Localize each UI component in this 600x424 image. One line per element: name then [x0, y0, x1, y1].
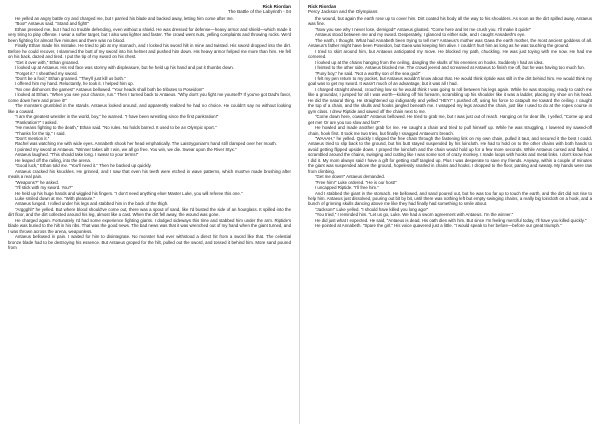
paragraph: "Get it over with," Ethan groaned.	[15, 59, 80, 65]
right-header-title: Percy Jackson and the Olympians	[308, 9, 378, 15]
paragraph: I tried to skirt around him, but Antaeus anticipated my move. He blocked my path, chuckling. He was just toying with me now. He had me cornered.	[308, 48, 592, 60]
paragraph: "Thanks for the tip," I said.	[15, 130, 66, 136]
paragraph: "Don't be a fool," Ethan groaned. "They'll just kill us both."	[15, 75, 126, 81]
paragraph: "Pankration?" I asked.	[15, 119, 58, 125]
paragraph: "I'll stick with my sword. You?"	[15, 185, 73, 191]
paragraph: He did just what I expected. He said, "Antaeus is dead. His oath dies with him. But since I'm feeling merciful today, I'll have you killed quickly."	[315, 217, 587, 223]
paragraph: Antaeus cracked his knuckles. He grinned, and I saw that even his teeth were etched in wave patterns, which must've made brushing after meals a real pain.	[8, 168, 291, 180]
paragraph: "Forget it." I sheathed my sword.	[15, 70, 78, 76]
paragraph: I uncapped Riptide. "I'll free him."	[315, 185, 379, 191]
paragraph: I offered him my hand. Reluctantly, he took it. I helped him up.	[15, 81, 134, 87]
paragraph: "Jackson!" Luke yelled. "I should have killed you long ago!"	[315, 206, 429, 212]
paragraph: I feinted to the other side. Antaeus blocked me. The crowd jeered and screamed at Antaeus to finish me off, but he was having too much fun.	[315, 65, 586, 71]
paragraph: "Weapons?" he asked.	[15, 179, 59, 185]
paragraph: I pointed my sword at Antaeus. "Winner takes all! I win, we all go free. You win, we die. Swear upon the River Styx."	[15, 146, 237, 152]
paragraph: He pointed at Annabeth. "Spare the girl." His voice quavered just a little. "I would speak to her before—before our great triumph."	[315, 223, 562, 229]
paragraph: "I am the greatest wrestler in the world, boy," he warned. "I have been wrestling since the first pankration!"	[15, 114, 219, 120]
paragraph: And I stabbed the giant in the stomach. He bellowed, and sand poured out, but he was too far up to touch the earth, and the dirt did not rise to help him. Antaeus just dissolved, pouring out bit by bit, until there was nothing left but empty swinging chains, a really big loincloth on a hook, and a bunch of grinning skulls dancing above me like they had finally had something to smile about.	[308, 190, 592, 207]
right-page-body	[308, 16, 592, 229]
paragraph: "Puny boy," he said. "Not a worthy son of the sea god!"	[315, 70, 421, 76]
paragraph: "Get me down!" Antaeus demanded.	[315, 174, 385, 180]
paragraph: Antaeus stood between me and my sword. Desperately, I glanced to either side, and I caught Annabeth's eye.	[315, 32, 526, 38]
paragraph: I charged straight ahead, crouching low so he would think I was going to roll between his legs again. While he was stooping, ready to catch me like a groundar, I jumped for all I was worth—kicking off his forearm, scrambling up his shoulder like it was a ladder, placing my shoe on his head. He did the natural thing. He straightened up indignantly and yelled "HEY!" I pushed off, using his force to catapult me toward the ceiling. I caught the top of a chain, and the skulls and hooks jangled beneath me. I wrapped my legs around the chain, just like I used to do at the ropes course in gym class. I drew Riptide and sawed off the chain next to me.	[308, 86, 592, 114]
paragraph: "WAAAH," he yelled. Quickly I slipped the free chain through the fastening link on my own chain, pulled it taut, and secured it the best I could. Antaeus tried to slip back to the ground, but his butt stayed suspended by his loincloth. He had to hold on to the other chains with both hands to avoid getting flipped upside down. I prayed the loincloth and the chain would hold up for a few more seconds. While Antaeus cursed and flailed, I scrambled around the chains, swinging and cutting like I was some sort of crazy monkey. I made loops with hooks and metal links. I don't know how I did it. My mom always said I have a gift for getting stuff tangled up. Plus I was desperate to save my friends. Anyway, within a couple of minutes the giant was suspended above the ground, hopelessly snarled in chains and hooks. I dropped to the floor, panting and sweaty. My hands were raw from climbing.	[308, 135, 592, 174]
paragraph: The monsters grumbled in the stands. Antaeus looked around, and apparently realized he had no choice. He couldn't say no without looking like a coward.	[8, 103, 291, 114]
left-page-header	[8, 4, 291, 16]
right-page-header	[308, 4, 592, 16]
paragraph: I looked up at the chains hanging from the ceiling, dangling the skulls of his enemies on hooks. Suddenly I had an idea.	[315, 59, 544, 65]
paragraph: "Don't mention it."	[15, 135, 50, 141]
paragraph: Finally Ethan made his mistake. He tried to jab at my stomach, and I locked his sword hilt in mine and twisted. His sword dropped into the dirt. Before he could recover, I slammed the butt of my sword into his helmet and pushed him down. His heavy armor helped me more than him. He fell on his back, dazed and tired. I put the tip of my sword on his chest.	[8, 43, 291, 60]
paragraph: I felt my pen return to my pocket, but Antaeus wouldn't know about that. He would think riptide was still in the dirt behind him. He would think my goal was to get my sword. It wasn't much of an advantage, but it was all I had.	[308, 75, 592, 87]
paragraph: He charged again. Fortunately I'd had some experience fighting giants. I dodged sideways this time and stabbed him under the arm. Riptide's blade was buried to the hilt in his ribs. That was the good news. The bad news was that it was wrenched out of my hand when the giant turned, and I was thrown across the arena, weaponless.	[8, 217, 291, 234]
paragraph: I looked up at Antaeus. His red face was stormy with displeasure, but he held up his hand and put it thumbs down.	[15, 65, 235, 71]
left-header-title: The Battle of the Labyrinth - 04	[227, 9, 291, 15]
paragraph: "You tried," I reminded him. "Let us go, Luke. We had a sworn agreement with Antaeus. I'm the winner."	[315, 212, 514, 218]
paragraph: He leaped off the railing, into the arena.	[15, 157, 91, 163]
paragraph: the wound, but again the earth rose up to cover him. Dirt coated his body all the way to his shoulders. As soon as the dirt spilled away, Antaeus was fine.	[308, 16, 592, 27]
paragraph: He held up his huge hands and wiggled his fingers. "I don't need anything else! Master Luke, you will referee this one."	[15, 190, 243, 196]
paragraph: "Free him!" Luke ordered. "He is our host!"	[315, 179, 397, 185]
right-header-author: Rick Riordan	[308, 4, 337, 9]
paragraph: He yelled an angry battle cry and charged me, but I parried his blade and backed away, letting him come after me.	[15, 16, 234, 21]
paragraph: Ethan pressed me, but I had no trouble defending, even without a shield. He was dressed for defense—heavy armor and shield—which made it very tiring to play offense. I wear a softer target, but I also was lighter and faster. The crowd went nuts, yelling complaints and throwing rocks. We'd been fighting for almost five minutes and there was no blood.	[8, 26, 291, 43]
paragraph: Antaeus laughed. "This should take long. I swear to your terms!"	[15, 152, 139, 158]
right-page	[300, 0, 600, 424]
paragraph: The earth, I thought. What had Annabeth been trying to tell me? Antaeus's mother was Gaea the earth mother, the most ancient goddess of all. Antaeus's father might have been Poseidon, but Gaea was keeping him alive. I couldn't hurt him as long as he was touching the ground.	[308, 37, 592, 49]
paragraph: "He means fighting to the death," Ethan said. "No rules. No holds barred. It used to be an Olympic sport."	[15, 125, 217, 131]
paragraph: "Come down here, coward!" Antaeus bellowed. He tried to grab me, but I was just out of reach. Hanging on for dear life, I yelled, "Come up and get me! Or are you too slow and fat?"	[308, 114, 592, 125]
paragraph: I looked at Ethan. "When you see your chance, run." Then I turned back to Antaeus. "Why don't you fight me yourself? If you've got Dad's favor, come down here and prove it!"	[8, 92, 291, 103]
left-header-author: Rick Riordan	[262, 4, 291, 9]
left-page-body	[8, 16, 291, 250]
paragraph: Luke smiled down at me. "With pleasure."	[15, 195, 96, 201]
paragraph: "No one dishonors the games!" Antaeus bellowed. "Your heads shall both be tributes to Poseidon!"	[15, 86, 205, 92]
paragraph: "Arggghl!" he yelled. But where blood should've come out, there was a spout of sand, like I'd busted the side of an hourglass. It spilled into the dirt floor, and the dirt collected around his leg, almost like a cast. When the dirt fell away, the wound was gone.	[8, 206, 291, 218]
paragraph: He howled and made another grab for me. He caught a chain and tried to pull himself up. While he was struggling, I lowered my sawed-off chain, hook first. It took me two tries, but finally I snagged Antaeus's breach.	[308, 125, 592, 136]
paragraph: Antaeus lunged. I rolled under his legs and stabbed him in the back of the thigh.	[15, 201, 169, 207]
paragraph: "Now you see why I never lose, demigod!" Antaeus gloated. "Come here and let me crush you. I'll make it quick!"	[315, 26, 532, 32]
paragraph: Rachel was watching me with wide eyes. Annabeth shook her head emphatically. The Laistrygonian's hand still clamped over her mouth.	[15, 141, 277, 147]
paragraph: "Boo!" Antaeus said. "Stand and fight!"	[15, 21, 90, 27]
paragraph: Antaeus bellowed in pain. I waited for him to disintegrate. No monster had ever withstood a direct hit from a sword like that. The celestial bronze blade had to be destroying his essence. But Antaeus groped for the hilt, pulled out the sword, and tossed it behind him. More sand poured from	[8, 234, 291, 251]
paragraph: "Good luck," Ethan told me. "You'll need it." Then he backed up quickly.	[15, 163, 152, 169]
